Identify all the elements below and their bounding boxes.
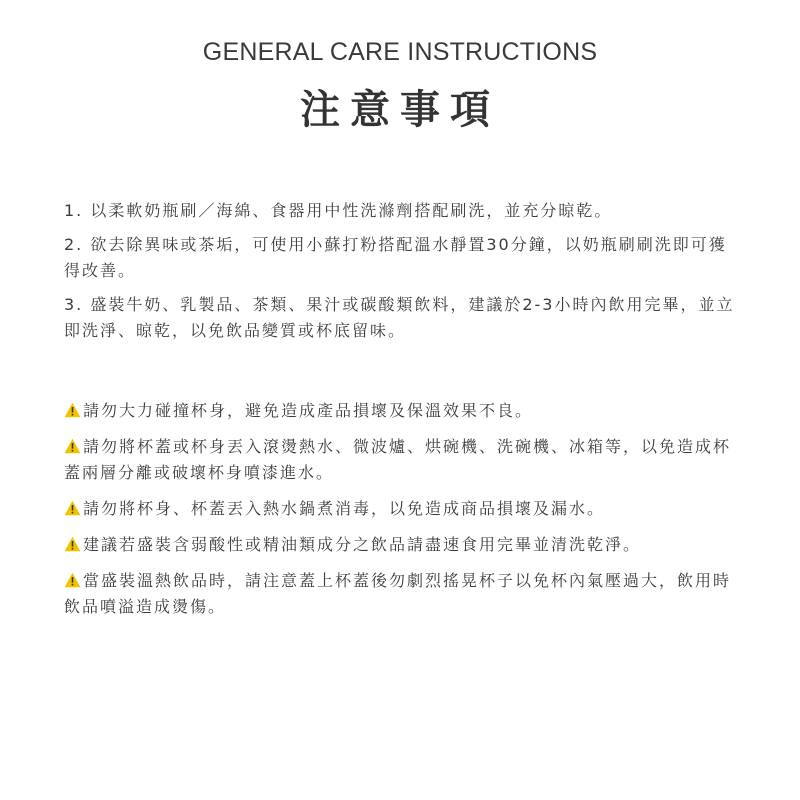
warning-item — [64, 398, 736, 424]
warning-text: 請勿將杯蓋或杯身丟入滾燙熱水、微波爐、烘碗機、洗碗機、冰箱等，以免造成杯蓋兩層分離或破壞杯身噴漆進水。 — [64, 437, 732, 482]
warning-triangle-icon — [64, 500, 81, 516]
warning-item — [64, 532, 736, 558]
warning-triangle-icon — [64, 572, 81, 588]
warning-text: 請勿將杯身、杯蓋丟入熱水鍋煮消毒，以免造成商品損壞及漏水。 — [83, 499, 606, 518]
title-chinese: 注意事項 — [300, 87, 500, 133]
section-spacer — [64, 352, 736, 398]
warning-item — [64, 496, 736, 522]
instruction-item: 3. 盛裝牛奶、乳製品、茶類、果汁或碳酸類飲料，建議於2-3小時內飲用完畢，並立即洗淨、晾乾，以免飲品變質或杯底留味。 — [64, 295, 735, 340]
warning-item — [64, 568, 736, 620]
warning-text: 當盛裝溫熱飲品時，請注意蓋上杯蓋後勿劇烈搖晃杯子以免杯內氣壓過大，飲用時飲品噴溢造成燙傷。 — [64, 571, 732, 616]
instruction-item: 1. 以柔軟奶瓶刷／海綿、食器用中性洗滌劑搭配刷洗，並充分晾乾。 — [64, 201, 613, 220]
title-english: GENERAL CARE INSTRUCTIONS — [202, 38, 598, 66]
warning-text: 請勿大力碰撞杯身，避免造成產品損壞及保溫效果不良。 — [83, 401, 534, 420]
warning-text: 建議若盛裝含弱酸性或精油類成分之飲品請盡速食用完畢並清洗乾淨。 — [83, 535, 642, 554]
warning-triangle-icon — [64, 402, 81, 418]
warning-triangle-icon — [64, 438, 81, 454]
warning-item — [64, 434, 736, 486]
warning-triangle-icon — [64, 536, 81, 552]
instruction-item: 2. 欲去除異味或茶垢，可使用小蘇打粉搭配溫水靜置30分鐘，以奶瓶刷刷洗即可獲得改善。 — [64, 235, 727, 280]
instructions-content — [64, 198, 736, 630]
